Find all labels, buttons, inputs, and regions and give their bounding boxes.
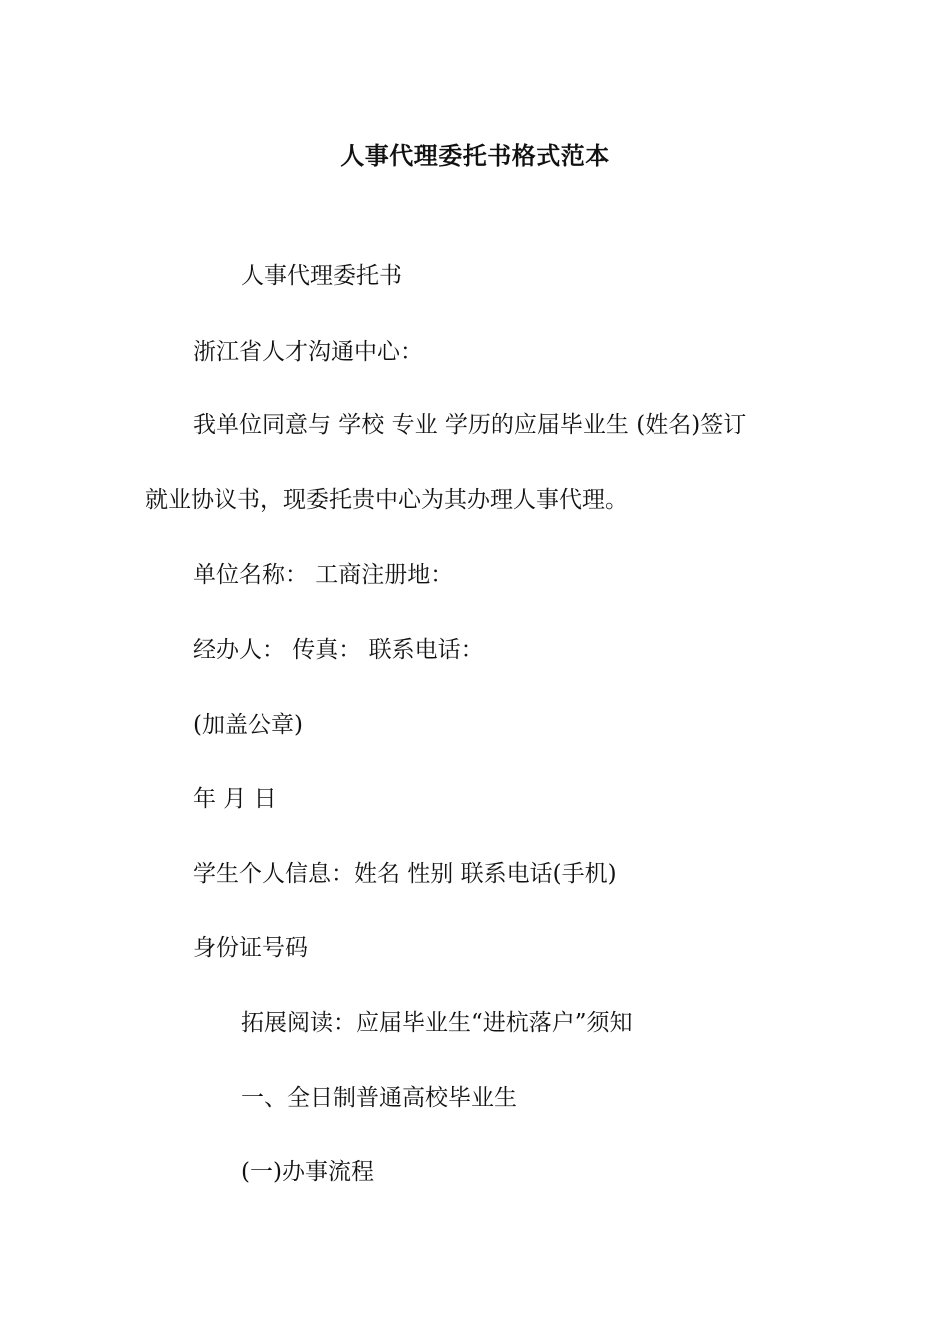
addressee: 浙江省人才沟通中心： bbox=[193, 339, 423, 365]
unit-name-line: 单位名称： 工商注册地： bbox=[193, 562, 454, 588]
contact-line: 经办人： 传真： 联系电话： bbox=[193, 637, 484, 663]
section-heading: 一、全日制普通高校毕业生 bbox=[241, 1085, 517, 1111]
letter-heading: 人事代理委托书 bbox=[241, 263, 402, 289]
extended-reading-heading: 拓展阅读：应届毕业生“进杭落户”须知 bbox=[241, 1010, 633, 1036]
date-line: 年 月 日 bbox=[193, 786, 277, 812]
body-paragraph-line-1: 我单位同意与 学校 专业 学历的应届毕业生 (姓名)签订 bbox=[193, 412, 747, 438]
document-title: 人事代理委托书格式范本 bbox=[340, 141, 610, 170]
seal-line: (加盖公章) bbox=[193, 712, 303, 738]
student-info-line: 学生个人信息：姓名 性别 联系电话(手机) bbox=[193, 861, 617, 887]
body-paragraph-line-2: 就业协议书，现委托贵中心为其办理人事代理。 bbox=[145, 487, 628, 513]
id-number-line: 身份证号码 bbox=[193, 935, 308, 961]
subsection-heading: (一)办事流程 bbox=[241, 1159, 374, 1185]
